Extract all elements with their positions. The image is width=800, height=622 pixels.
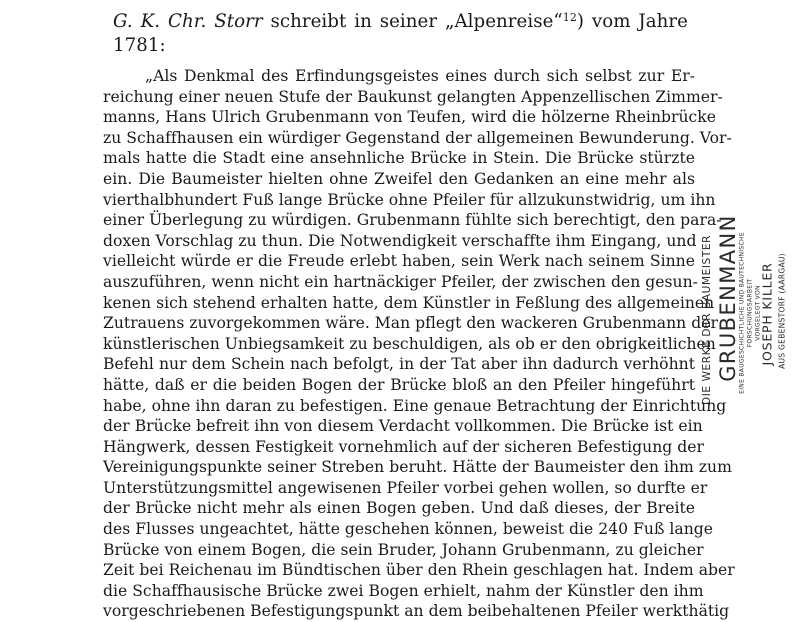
spine-origin (775, 0, 789, 600)
quote-line: manns, Hans Ulrich Grubenmann von Teufen, wird die hölzerne Rheinbrücke (103, 108, 717, 127)
intro-text-after-title: ) vom Jahre 1781: (113, 11, 688, 56)
quote-line: die Schaffhausische Brücke zwei Bogen erhielt, nahm der Künstler den ihm (103, 581, 704, 600)
quote-line: Befehl nur dem Schein nach befolgt, in der Tat aber ihn dadurch verhöhnt (103, 355, 695, 374)
quote-line: der Brücke nicht mehr als einen Bogen geben. Und daß dieses, der Breite (103, 499, 695, 518)
spine-origin-text: AUS GEBENSTORF (AARGAU) (777, 253, 787, 369)
spine-series-title-text: DIE WERKE DER BAUMEISTER (701, 235, 713, 405)
intro-sentence (113, 10, 688, 58)
footnote-reference: 12 (562, 11, 577, 24)
spine-main-title-text: GRUBENMANN (716, 214, 740, 382)
quote-line: auszuführen, wenn nicht ein hartnäckiger Pfeiler, der zwischen den gesun- (103, 272, 698, 291)
quote-line: vorgeschriebenen Befestigungspunkt an dem beibehaltenen Pfeiler werkthätig (103, 602, 730, 621)
quote-line: mals hatte die Stadt eine ansehnliche Brücke in Stein. Die Brücke stürzte (103, 149, 695, 168)
spine-subtitle-3-text: VORGELEGT VON (754, 285, 762, 341)
quote-line: doxen Vorschlag zu thun. Die Notwendigkeit verschaffte ihm Eingang, und (103, 231, 697, 250)
quote-line: „Als Denkmal des Erfindungsgeistes eines durch sich selbst zur Er- (145, 67, 695, 85)
quote-line: Hängwerk, dessen Festigkeit vornehmlich auf der sicheren Befestigung der (103, 437, 704, 456)
quote-line: Zeit bei Reichenau im Bündtischen über den Rhein geschlagen hat. Indem aber (103, 561, 735, 580)
spine-subtitle-1-text: EINE BAUGESCHICHTLICHE UND BAUTECHNISCHE (738, 232, 746, 394)
quote-line: der Brücke befreit ihn von diesem Verdacht vollkommen. Die Brücke ist ein (103, 417, 703, 436)
author-name: G. K. Chr. Storr (113, 11, 263, 32)
quote-line: künstlerischen Unbiegsamkeit zu beschuldigen, als ob er den obrigkeitlichen (103, 334, 716, 353)
quote-line: einer Überlegung zu würdigen. Grubenmann fühlte sich berechtigt, den para- (103, 211, 722, 230)
quote-line: des Flusses ungeachtet, hätte geschehen können, beweist die 240 Fuß lange (103, 520, 714, 539)
spine-subtitle-2-text: FORSCHUNGSARBEIT (746, 278, 754, 348)
quote-line: Vereinigungspunkte seiner Streben beruht. Hätte der Baumeister den ihm zum (103, 458, 732, 477)
intro-text-before-title: schreibt in seiner „Alpenreise“ (270, 11, 563, 32)
spine-author (759, 0, 775, 600)
quote-line: vierthalbhundert Fuß lange Brücke ohne Pfeiler für allzukunstwidrig, um ihn (103, 190, 716, 209)
quote-line: ein. Die Baumeister hielten ohne Zweifel den Gedanken an eine mehr als (103, 169, 695, 188)
quote-line: Brücke von einem Bogen, die sein Bruder, Johann Grubenmann, zu gleicher (103, 540, 704, 559)
quote-line: habe, ohne ihn daran zu befestigen. Eine genaue Betrachtung der Einrichtung (103, 396, 727, 415)
quote-line: Zutrauens zuvorgekommen wäre. Man pflegt den wackeren Grubenmann der (103, 314, 718, 333)
quote-line: kenen sich stehend erhalten hatte, dem Künstler in Feßlung des allgemeinen (103, 293, 715, 312)
quote-line: vielleicht würde er die Freude erlebt haben, sein Werk nach seinem Sinne (103, 252, 695, 271)
spine-author-text: JOSEPH KILLER (759, 262, 775, 366)
quote-line: reichung einer neuen Stufe der Baukunst gelangten Appenzellischen Zimmer- (103, 87, 723, 106)
quote-line: zu Schaffhausen ein würdiger Gegenstand der allgemeinen Bewunderung. Vor- (103, 128, 732, 147)
quote-line: hätte, daß er die beiden Bogen der Brücke bloß an den Pfeiler hingeführt (103, 375, 695, 394)
quote-line: Unterstützungsmittel angewisenen Pfeiler vorbei gehen wollen, so durfte er (103, 478, 708, 497)
spine-series-title (700, 0, 714, 600)
